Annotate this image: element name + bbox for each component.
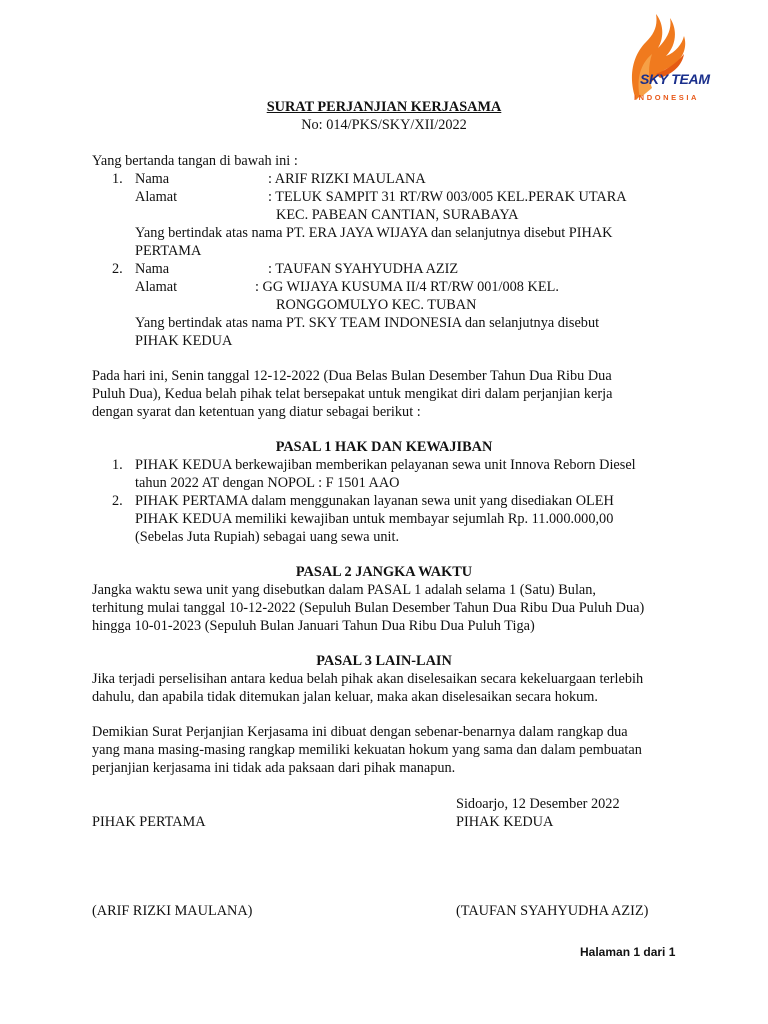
second-party-signatory: (TAUFAN SYAHYUDHA AZIZ)	[456, 903, 649, 919]
pasal-2-line: hingga 10-01-2023 (Sepuluh Bulan Januari Tahun Dua Ribu Dua Puluh Tiga)	[92, 618, 535, 634]
pasal-1-item-2-number: 2.	[112, 493, 123, 509]
document-number: No: 014/PKS/SKY/XII/2022	[301, 117, 467, 133]
pasal-1-item-1-number: 1.	[112, 457, 123, 473]
closing-line: Demikian Surat Perjanjian Kerjasama ini dibuat dengan sebenar-benarnya dalam rangkap dua	[92, 724, 628, 740]
pasal-1-heading: PASAL 1 HAK DAN KEWAJIBAN	[275, 439, 493, 455]
party-2-name-value: : TAUFAN SYAHYUDHA AZIZ	[268, 261, 459, 277]
party-2-number: 2.	[112, 261, 123, 277]
place-date: Sidoarjo, 12 Desember 2022	[456, 796, 620, 812]
intro-text: Yang bertanda tangan di bawah ini :	[92, 153, 298, 169]
party-2-name-label: Nama	[135, 261, 170, 277]
party-1-address-line1: : TELUK SAMPIT 31 RT/RW 003/005 KEL.PERAK UTARA	[268, 189, 627, 205]
pasal-2-line: terhitung mulai tanggal 10-12-2022 (Sepuluh Bulan Desember Tahun Dua Ribu Dua Puluh Dua)	[92, 600, 645, 616]
opening-line: Puluh Dua), Kedua belah pihak telat bersepakat untuk mengikat diri dalam perjanjian kerja	[92, 386, 613, 402]
pasal-2-line: Jangka waktu sewa unit yang disebutkan dalam PASAL 1 adalah selama 1 (Satu) Bulan,	[92, 582, 596, 598]
party-1-name-value: : ARIF RIZKI MAULANA	[268, 171, 426, 187]
logo-sub-text: INDONESIA	[634, 93, 700, 102]
pasal-3-heading: PASAL 3 LAIN-LAIN	[316, 653, 452, 669]
pasal-1-item-2-line: PIHAK PERTAMA dalam menggunakan layanan sewa unit yang disediakan OLEH	[135, 493, 614, 509]
pasal-3-line: dahulu, dan apabila tidak ditemukan jalan keluar, maka akan diselesaikan secara hokum.	[92, 689, 598, 705]
closing-line: perjanjian kerjasama ini tidak ada paksaan dari pihak manapun.	[92, 760, 456, 776]
first-party-signatory: (ARIF RIZKI MAULANA)	[92, 903, 253, 919]
second-party-role: PIHAK KEDUA	[456, 814, 554, 830]
pasal-1-item-2-line: (Sebelas Juta Rupiah) sebagai uang sewa unit.	[135, 529, 400, 545]
party-2-role-line2: PIHAK KEDUA	[135, 333, 233, 349]
party-1-address-label: Alamat	[135, 189, 178, 205]
party-1-role-line1: Yang bertindak atas nama PT. ERA JAYA WIJAYA dan selanjutnya disebut PIHAK	[135, 225, 613, 241]
party-2-address-line1: : GG WIJAYA KUSUMA II/4 RT/RW 001/008 KEL.	[255, 279, 559, 295]
party-2-role-line1: Yang bertindak atas nama PT. SKY TEAM INDONESIA dan selanjutnya disebut	[135, 315, 600, 331]
closing-line: yang mana masing-masing rangkap memiliki kekuatan hokum yang sama dan dalam pembuatan	[92, 742, 642, 758]
page-footer: Halaman 1 dari 1	[580, 945, 676, 959]
pasal-1-item-1-line: tahun 2022 AT dengan NOPOL : F 1501 AAO	[135, 475, 400, 491]
party-1-address-line2: KEC. PABEAN CANTIAN, SURABAYA	[276, 207, 519, 223]
pasal-1-item-2-line: PIHAK KEDUA memiliki kewajiban untuk membayar sejumlah Rp. 11.000.000,00	[135, 511, 614, 527]
opening-line: dengan syarat dan ketentuan yang diatur sebagai berikut :	[92, 404, 421, 420]
pasal-3-line: Jika terjadi perselisihan antara kedua belah pihak akan diselesaikan secara kekeluargaan terlebih	[92, 671, 644, 687]
pasal-2-heading: PASAL 2 JANGKA WAKTU	[295, 564, 473, 580]
opening-line: Pada hari ini, Senin tanggal 12-12-2022 (Dua Belas Bulan Desember Tahun Dua Ribu Dua	[92, 368, 612, 384]
party-2-address-line2: RONGGOMULYO KEC. TUBAN	[276, 297, 477, 313]
party-2-address-label: Alamat	[135, 279, 178, 295]
document-title: SURAT PERJANJIAN KERJASAMA	[266, 99, 502, 115]
party-1-role-line2: PERTAMA	[135, 243, 202, 259]
first-party-role: PIHAK PERTAMA	[92, 814, 206, 830]
pasal-1-item-1-line: PIHAK KEDUA berkewajiban memberikan pelayanan sewa unit Innova Reborn Diesel	[135, 457, 636, 473]
party-1-number: 1.	[112, 171, 123, 187]
party-1-name-label: Nama	[135, 171, 170, 187]
logo-brand-text: SKY TEAM	[640, 71, 710, 87]
